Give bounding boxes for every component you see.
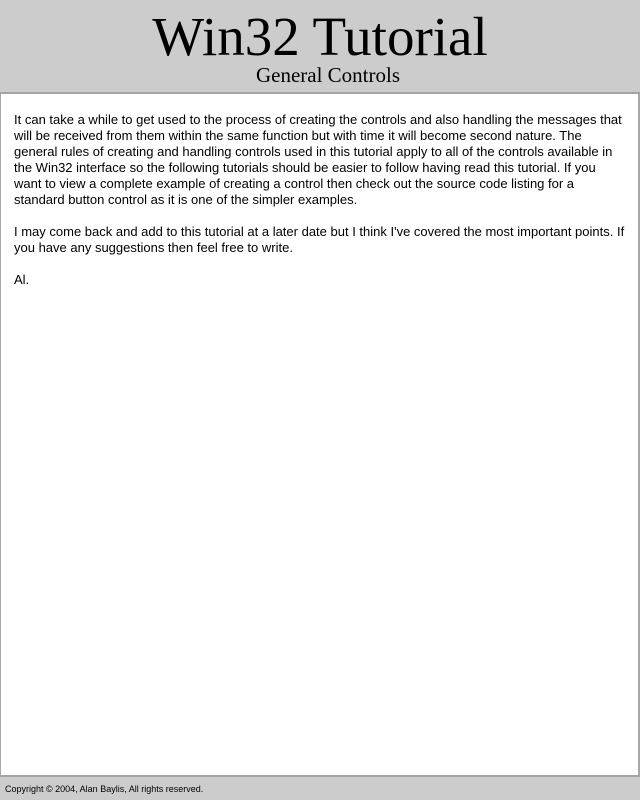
paragraph-summary: It can take a while to get used to the process of creating the controls and also handling the messages that will be received from them within the same function but with time it will become second nature. The general rules of creating and handling controls used in this tutorial apply to all of the controls available in the Win32 interface so the following tutorials should be easier to follow having read this tutorial. If you want to view a complete example of creating a control then check out the source code listing for a standard button control as it is one of the simpler examples.: [14, 112, 622, 207]
author-signoff: Al.: [14, 272, 30, 287]
paragraph-closing: I may come back and add to this tutorial at a later date but I think I've covered the most important points. If you have any suggestions then feel free to write.: [14, 224, 625, 255]
page-footer: [0, 775, 640, 800]
page-header: [0, 0, 640, 94]
page-title: Win32 Tutorial: [152, 6, 488, 67]
page-subtitle: General Controls: [255, 63, 401, 87]
article-body: [14, 112, 626, 304]
copyright-notice: Copyright © 2004, Alan Baylis, All rights reserved.: [5, 784, 204, 794]
